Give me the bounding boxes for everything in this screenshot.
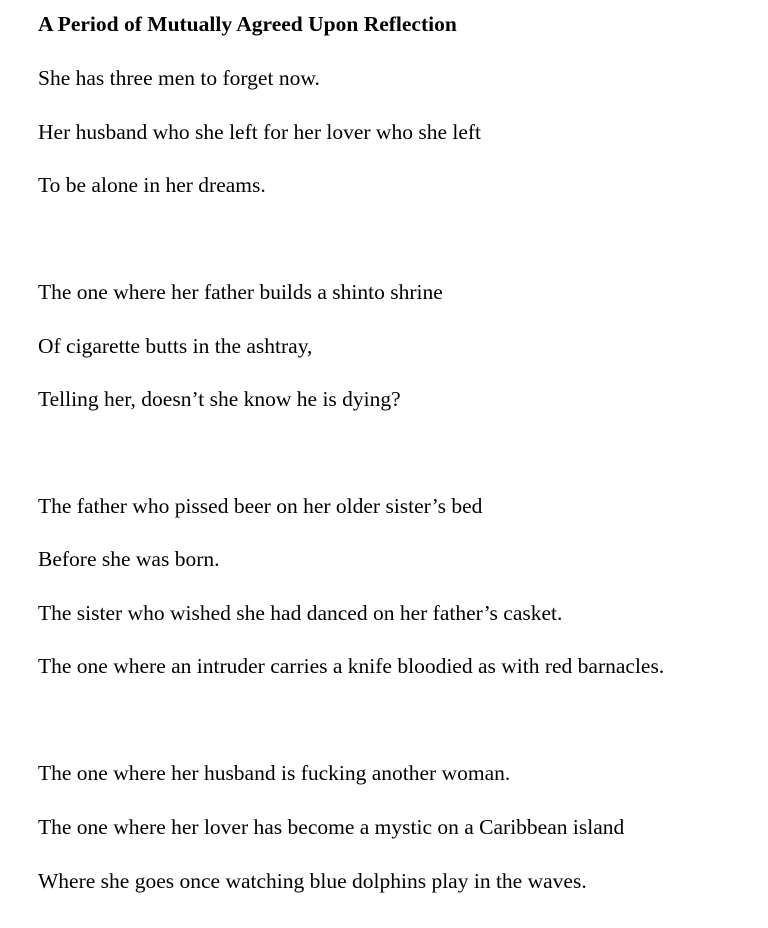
- poem-title: A Period of Mutually Agreed Upon Reflection: [38, 12, 457, 36]
- poem-line: Telling her, doesn’t she know he is dying?: [38, 387, 401, 411]
- poem-line: The one where an intruder carries a knife bloodied as with red barnacles.: [38, 654, 665, 678]
- poem-line: Her husband who she left for her lover who she left: [38, 120, 482, 144]
- poem-line: To be alone in her dreams.: [38, 173, 266, 197]
- poem-line: The one where her father builds a shinto shrine: [38, 280, 443, 304]
- poem-line: The father who pissed beer on her older sister’s bed: [38, 494, 483, 518]
- poem-line: She has three men to forget now.: [38, 66, 320, 90]
- poem-line: The sister who wished she had danced on her father’s casket.: [38, 601, 563, 625]
- poem-line: Of cigarette butts in the ashtray,: [38, 334, 313, 358]
- poem-line: The one where her husband is fucking another woman.: [38, 761, 511, 785]
- poem-line: Where she goes once watching blue dolphins play in the waves.: [38, 869, 587, 893]
- poem-line: The one where her lover has become a mystic on a Caribbean island: [38, 815, 625, 839]
- poem-line: Before she was born.: [38, 547, 220, 571]
